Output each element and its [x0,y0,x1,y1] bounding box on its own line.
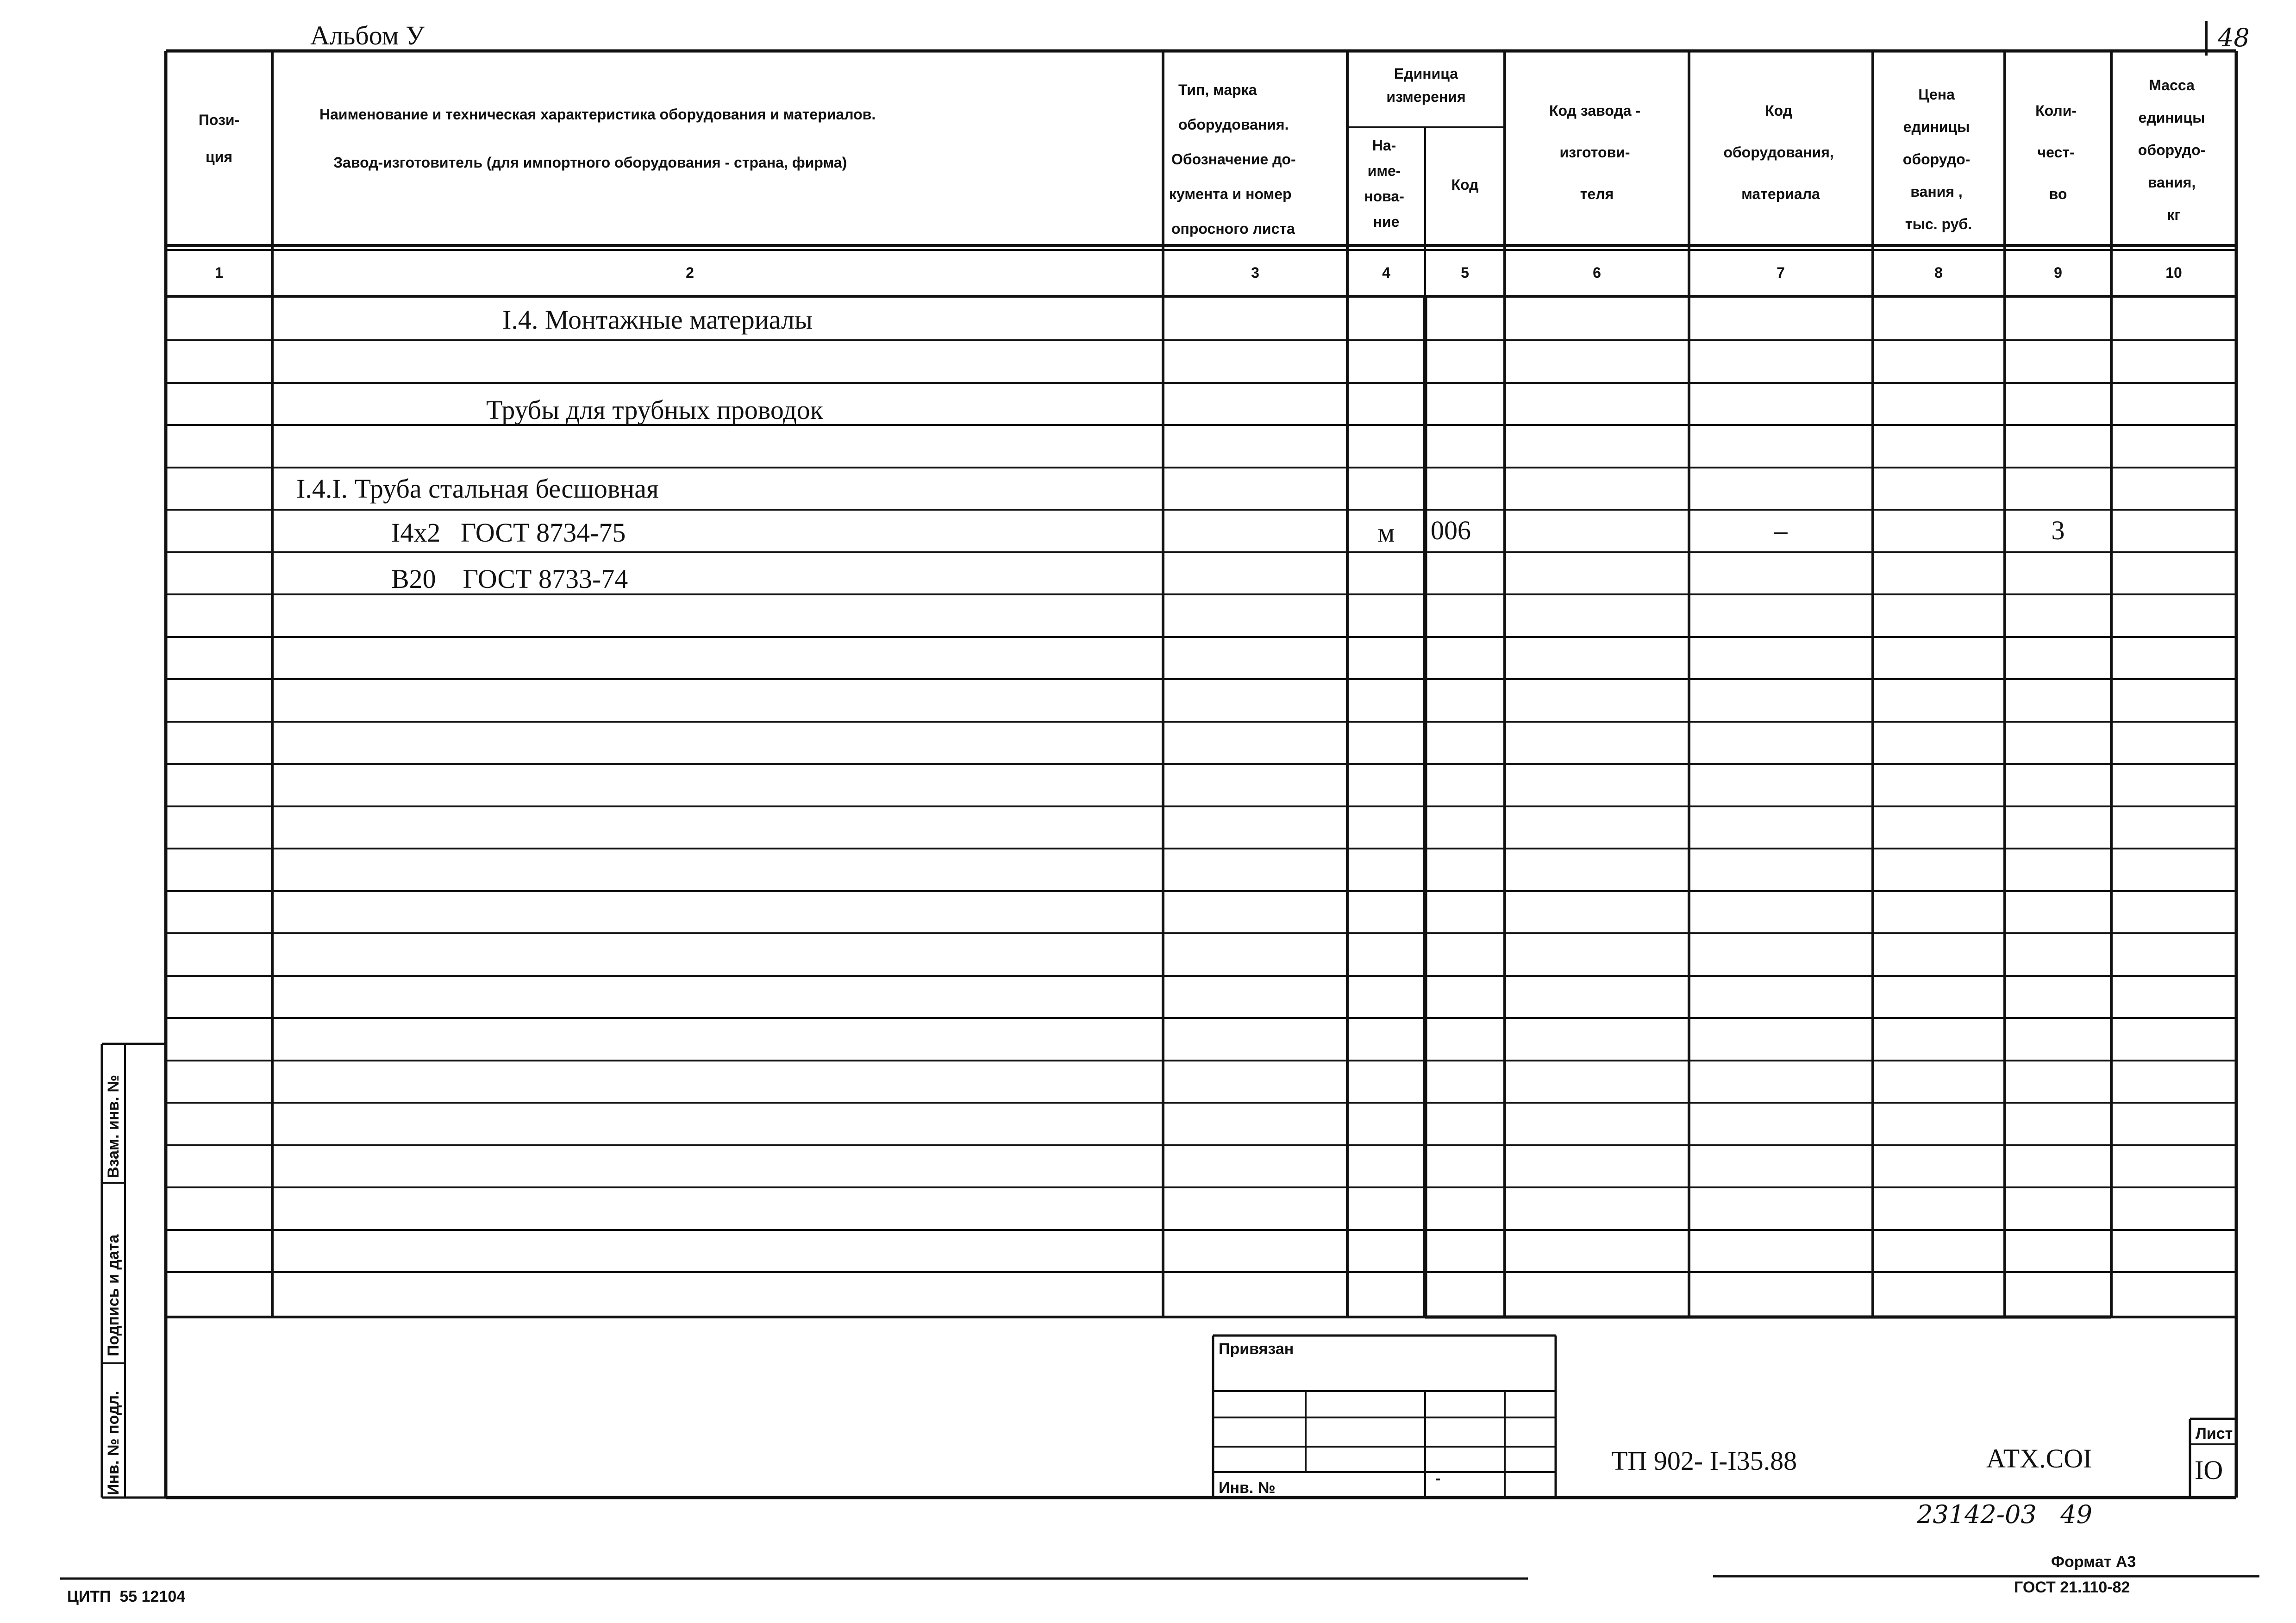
hdr-unit-name: На- име- нова- ние [1364,137,1404,230]
quantity: 3 [2051,515,2065,545]
citp-code: ЦИТП 55 12104 [67,1588,186,1605]
sheet-label: Лист [2196,1425,2233,1442]
side-label-inv-original: Инв. № подл. [105,1391,122,1495]
col-number: 7 [1777,264,1785,281]
sheet-number: IO [2195,1455,2223,1485]
hdr-unit-code: Код [1451,176,1479,193]
col-number: 3 [1251,264,1259,281]
hdr-mass: Масса единицы оборудо- вания, кг [2138,77,2206,223]
handwritten-number: 23142-03 49 [1917,1500,2092,1529]
album-label: Альбом У [310,20,425,50]
table-body [296,305,2065,594]
title-block [1213,1336,2236,1498]
table-header [199,65,2209,237]
col-number: 4 [1382,264,1390,281]
hdr-price: Цена единицы оборудо- вания , тыс. руб. [1902,86,1972,232]
column-numbers [215,264,2182,281]
section-heading: I.4. Монтажные материалы [502,305,813,335]
paper-format: Формат А3 [2051,1553,2136,1571]
page-number: 48 [2218,23,2250,52]
hdr-name-line1: Наименование и техническая характеристика оборудования и материалов. [319,106,876,123]
col-number: 1 [215,264,223,281]
item-name: I.4.I. Труба стальная бесшовная [296,474,659,504]
side-label-signature-date: Подпись и дата [105,1234,122,1356]
col-number: 10 [2165,264,2182,281]
item-spec: I4x2 ГОСТ 8734-75 [391,518,626,548]
side-stamp [102,1044,166,1498]
hdr-quantity: Коли- чест- во [2035,102,2077,202]
table-row [391,515,2065,548]
hdr-position: Пози-ция [198,112,240,165]
stamp-inv-no: Инв. № [1219,1479,1276,1497]
material-code: – [1774,515,1788,545]
stamp-dash: - [1435,1470,1441,1487]
col-number: 2 [686,264,694,281]
col-number: 9 [2054,264,2062,281]
col-number: 8 [1934,264,1943,281]
item-spec: В20 ГОСТ 8733-74 [391,564,628,594]
main-frame [166,51,2236,1498]
unit-code: 006 [1431,515,1471,545]
unit-name: м [1377,518,1395,548]
hdr-unit-group: Единица измерения [1386,65,1466,105]
stamp-privyazan: Привязан [1219,1340,1294,1358]
table-columns [166,51,2236,1317]
subsection-heading: Трубы для трубных проводок [486,395,823,425]
hdr-type: Тип, марка оборудования. Обозначение до- кумента и номер опросного листа [1169,81,1296,237]
col-number: 5 [1461,264,1469,281]
document-code: ТП 902- I-I35.88 [1611,1446,1797,1476]
sheet-code: АТХ.COI [1986,1443,2092,1473]
col-number: 6 [1593,264,1601,281]
hdr-factory-code: Код завода - изготови- теля [1549,102,1641,202]
hdr-name-line2: Завод-изготовитель (для импортного оборудования - страна, фирма) [333,154,847,171]
gost-standard: ГОСТ 21.110-82 [2014,1579,2130,1596]
side-label-replace-inv: Взам. инв. № [105,1074,122,1178]
hdr-equipment-code: Код оборудования, материала [1723,102,1834,202]
